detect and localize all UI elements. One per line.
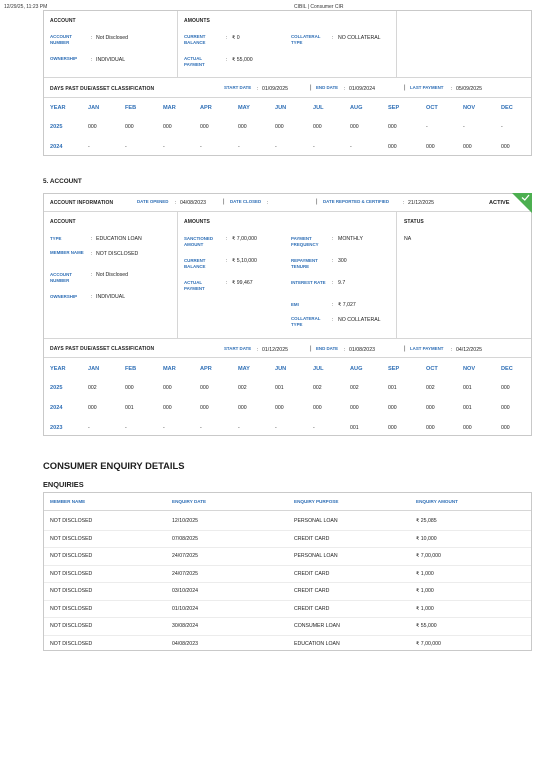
section-title-account-5: 5. ACCOUNT [43, 178, 82, 185]
dpd-cell: 002 [426, 385, 435, 391]
dpd-cell: - [501, 124, 503, 130]
month-header: OCT [426, 105, 438, 111]
account-information-label: ACCOUNT INFORMATION [50, 200, 114, 206]
enquiry-member-name: NOT DISCLOSED [50, 640, 93, 647]
dpd-cell: 000 [238, 405, 247, 411]
enquiry-member-name: NOT DISCLOSED [50, 518, 93, 524]
dpd-cell: 000 [426, 144, 435, 150]
enquiry-purpose: CREDIT CARD [294, 605, 330, 612]
status-active-label: ACTIVE [489, 200, 510, 206]
enquiry-amount: ₹ 1,000 [416, 588, 434, 594]
repayment-tenure-label: REPAYMENT TENURE [291, 258, 318, 269]
account-heading: ACCOUNT [50, 18, 76, 24]
current-balance-label: CURRENT BALANCE [184, 34, 206, 45]
enquiry-purpose: CREDIT CARD [294, 588, 330, 594]
dpd-cell: 001 [125, 405, 134, 411]
status-value: NA [404, 236, 412, 242]
col-member-name: MEMBER NAME [50, 499, 86, 504]
enquiry-purpose: CREDIT CARD [294, 570, 330, 577]
dpd-cell: 001 [275, 385, 284, 391]
dpd-cell: 000 [463, 144, 472, 150]
month-header: SEP [388, 105, 400, 111]
dpd-cell: 000 [238, 124, 247, 130]
type-value: EDUCATION LOAN [96, 236, 142, 242]
dpd-cell: - [125, 144, 127, 150]
print-datetime: 12/29/25, 11:23 PM [4, 4, 48, 10]
enquiry-amount: ₹ 1,000 [416, 605, 434, 612]
repayment-tenure-value: 300 [338, 258, 347, 264]
enquiry-date: 24/07/2025 [172, 570, 198, 577]
dpd-cell: - [313, 425, 315, 431]
enquiry-purpose: PERSONAL LOAN [294, 553, 338, 559]
dpd-cell: - [88, 144, 90, 150]
dpd-cell: - [238, 144, 240, 150]
dpd-cell: 000 [501, 405, 510, 411]
current-balance-value: ₹ 5,10,000 [232, 258, 257, 264]
dpd-cell: 002 [238, 385, 247, 391]
month-header: AUG [350, 105, 363, 111]
enquiry-member-name: NOT DISCLOSED [50, 623, 93, 629]
dpd-cell: - [313, 144, 315, 150]
dpd-cell: 000 [501, 425, 510, 431]
enquiry-amount: ₹ 25,085 [416, 518, 437, 524]
dpd-cell: - [350, 144, 352, 150]
amounts-heading: AMOUNTS [184, 219, 210, 225]
dpd-cell: 000 [163, 405, 172, 411]
account-number-value: Not Disclosed [96, 35, 129, 41]
enquiry-member-name: NOT DISCLOSED [50, 535, 93, 542]
interest-rate-value: 9.7 [338, 280, 346, 286]
current-balance-value: ₹ 0 [232, 35, 240, 41]
month-header: JUN [275, 366, 287, 372]
enquiry-amount: ₹ 7,00,000 [416, 640, 441, 647]
enquiry-member-name: NOT DISCLOSED [50, 588, 93, 594]
year-header: YEAR [50, 366, 66, 372]
month-header: AUG [350, 366, 363, 372]
enquiry-member-name: NOT DISCLOSED [50, 553, 93, 559]
month-header: JAN [88, 105, 100, 111]
end-date-label: END DATE [316, 85, 339, 90]
dpd-cell: 000 [463, 425, 472, 431]
date-opened-label: DATE OPENED [137, 199, 169, 204]
actual-payment-value: ₹ 99,467 [232, 280, 253, 286]
end-date-value: 01/08/2023 [349, 347, 375, 353]
year-header: YEAR [50, 105, 66, 111]
enquiries-subtitle: ENQUIRIES [43, 480, 84, 489]
enquiry-amount: ₹ 55,000 [416, 623, 437, 629]
emi-label: EMI [291, 302, 299, 307]
type-label: TYPE [50, 236, 62, 241]
last-payment-value: 05/09/2025 [456, 86, 482, 92]
month-header: FEB [125, 366, 137, 372]
ownership-value: INDIVIDUAL [96, 294, 126, 300]
enquiry-member-name: NOT DISCLOSED [50, 570, 93, 577]
start-date-label: START DATE [224, 346, 252, 351]
col-enquiry-purpose: ENQUIRY PURPOSE [294, 499, 339, 504]
dpd-cell: - [163, 425, 165, 431]
month-header: MAY [238, 105, 250, 111]
dpd-cell: 000 [163, 385, 172, 391]
dpd-cell: 000 [125, 124, 134, 130]
account-number-label: ACCOUNT NUMBER [50, 34, 72, 45]
enquiry-date: 04/08/2023 [172, 640, 198, 647]
member-name-label: MEMBER NAME [50, 250, 84, 255]
month-header: DEC [501, 105, 513, 111]
account-4-card [43, 10, 532, 156]
dpd-cell: - [88, 425, 90, 431]
dpd-cell: 000 [350, 124, 359, 130]
dpd-cell: - [463, 124, 465, 130]
dpd-cell: 000 [501, 385, 510, 391]
dpd-cell: 000 [388, 144, 397, 150]
collateral-type-value: NO COLLATERAL [338, 317, 381, 323]
month-header: JUL [313, 105, 324, 111]
col-enquiry-amount: ENQUIRY AMOUNT [416, 499, 458, 504]
dpd-cell: 000 [426, 425, 435, 431]
dpd-cell: 000 [163, 124, 172, 130]
dpd-cell: 000 [388, 425, 397, 431]
dpd-cell: 000 [275, 124, 284, 130]
month-header: MAY [238, 366, 250, 372]
month-header: NOV [463, 366, 476, 372]
dpd-cell: 001 [463, 405, 472, 411]
year-cell: 2024 [50, 405, 63, 411]
enquiry-amount: ₹ 10,000 [416, 535, 437, 542]
month-header: JAN [88, 366, 100, 372]
enquiry-member-name: NOT DISCLOSED [50, 605, 93, 612]
date-reported-label: DATE REPORTED & CERTIFIED [323, 199, 390, 204]
dpd-cell: 001 [463, 385, 472, 391]
dpd-cell: 000 [88, 405, 97, 411]
ownership-label: OWNERSHIP [50, 294, 78, 299]
enquiry-date: 03/10/2024 [172, 588, 198, 594]
dpd-cell: 000 [426, 405, 435, 411]
month-header: SEP [388, 366, 400, 372]
enquiry-date: 07/08/2025 [172, 535, 198, 542]
last-payment-value: 04/12/2025 [456, 347, 482, 353]
enquiries-table [43, 492, 532, 651]
month-header: APR [200, 105, 212, 111]
amounts-heading: AMOUNTS [184, 18, 210, 24]
member-name-value: NOT DISCLOSED [96, 251, 139, 257]
end-date-value: 01/09/2024 [349, 86, 375, 92]
dpd-cell: 002 [88, 385, 97, 391]
actual-payment-label: ACTUAL PAYMENT [184, 280, 205, 291]
month-header: APR [200, 366, 212, 372]
month-header: MAR [163, 366, 176, 372]
dpd-heading: DAYS PAST DUE/ASSET CLASSIFICATION [50, 86, 155, 92]
dpd-cell: 000 [200, 405, 209, 411]
interest-rate-label: INTEREST RATE [291, 280, 326, 285]
current-balance-label: CURRENT BALANCE [184, 258, 206, 269]
dpd-cell: - [200, 144, 202, 150]
date-reported-value: 21/12/2025 [408, 200, 434, 206]
dpd-cell: 000 [275, 405, 284, 411]
end-date-label: END DATE [316, 346, 339, 351]
sanctioned-amount-label: SANCTIONED AMOUNT [184, 236, 214, 247]
collateral-type-label: COLLATERAL TYPE [291, 316, 321, 327]
dpd-cell: 000 [313, 405, 322, 411]
account-number-label: ACCOUNT NUMBER [50, 272, 72, 283]
dpd-cell: - [125, 425, 127, 431]
dpd-cell: - [275, 144, 277, 150]
dpd-heading: DAYS PAST DUE/ASSET CLASSIFICATION [50, 346, 155, 352]
dpd-cell: 000 [388, 405, 397, 411]
month-header: NOV [463, 105, 476, 111]
ownership-value: INDIVIDUAL [96, 57, 126, 63]
date-opened-value: 04/08/2023 [180, 200, 206, 206]
year-cell: 2024 [50, 144, 63, 150]
enquiry-purpose: EDUCATION LOAN [294, 640, 340, 647]
sanctioned-amount-value: ₹ 7,00,000 [232, 236, 257, 242]
month-header: MAR [163, 105, 176, 111]
dpd-cell: 000 [350, 405, 359, 411]
enquiry-amount: ₹ 7,00,000 [416, 553, 441, 559]
enquiry-amount: ₹ 1,000 [416, 570, 434, 577]
date-closed-label: DATE CLOSED [230, 199, 262, 204]
enquiry-date: 01/10/2024 [172, 605, 198, 612]
status-heading: STATUS [404, 219, 424, 225]
month-header: FEB [125, 105, 137, 111]
last-payment-label: LAST PAYMENT [410, 85, 444, 90]
month-header: OCT [426, 366, 438, 372]
print-title: CIBIL | Consumer CIR [294, 4, 344, 10]
dpd-cell: - [426, 124, 428, 130]
month-header: DEC [501, 366, 513, 372]
collateral-type-value: NO COLLATERAL [338, 35, 381, 41]
actual-payment-label: ACTUAL PAYMENT [184, 56, 205, 67]
dpd-cell: - [163, 144, 165, 150]
dpd-cell: - [200, 425, 202, 431]
dpd-cell: 000 [200, 385, 209, 391]
year-cell: 2025 [50, 385, 63, 391]
enquiry-purpose: CONSUMER LOAN [294, 623, 340, 629]
start-date-label: START DATE [224, 85, 252, 90]
payment-frequency-value: MONTHLY [338, 236, 363, 242]
dpd-cell: 001 [388, 385, 397, 391]
last-payment-label: LAST PAYMENT [410, 346, 444, 351]
enquiry-purpose: PERSONAL LOAN [294, 518, 338, 524]
dpd-cell: 000 [125, 385, 134, 391]
month-header: JUN [275, 105, 287, 111]
account-5-card [43, 193, 532, 436]
dpd-cell: 000 [313, 124, 322, 130]
year-cell: 2023 [50, 425, 63, 431]
account-number-value: Not Disclosed [96, 272, 129, 278]
dpd-cell: 002 [350, 385, 359, 391]
dpd-cell: 001 [350, 425, 359, 431]
year-cell: 2025 [50, 124, 63, 130]
start-date-value: 01/12/2025 [262, 347, 288, 353]
enquiry-date: 12/10/2025 [172, 518, 198, 524]
payment-frequency-label: PAYMENT FREQUENCY [291, 236, 319, 247]
dpd-cell: 000 [200, 124, 209, 130]
check-icon [512, 193, 532, 213]
start-date-value: 01/09/2025 [262, 86, 288, 92]
emi-value: ₹ 7,027 [338, 302, 356, 308]
account-heading: ACCOUNT [50, 219, 76, 225]
collateral-type-label: COLLATERAL TYPE [291, 34, 321, 45]
dpd-cell: - [275, 425, 277, 431]
dpd-cell: 000 [388, 124, 397, 130]
actual-payment-value: ₹ 55,000 [232, 57, 253, 63]
col-enquiry-date: ENQUIRY DATE [172, 499, 207, 504]
ownership-label: OWNERSHIP [50, 56, 78, 61]
dpd-cell: - [238, 425, 240, 431]
dpd-cell: 002 [313, 385, 322, 391]
enquiry-section-title: CONSUMER ENQUIRY DETAILS [43, 460, 185, 471]
dpd-cell: 000 [501, 144, 510, 150]
enquiry-date: 30/08/2024 [172, 623, 198, 629]
enquiry-date: 24/07/2025 [172, 553, 198, 559]
month-header: JUL [313, 366, 324, 372]
enquiry-purpose: CREDIT CARD [294, 535, 330, 542]
dpd-cell: 000 [88, 124, 97, 130]
